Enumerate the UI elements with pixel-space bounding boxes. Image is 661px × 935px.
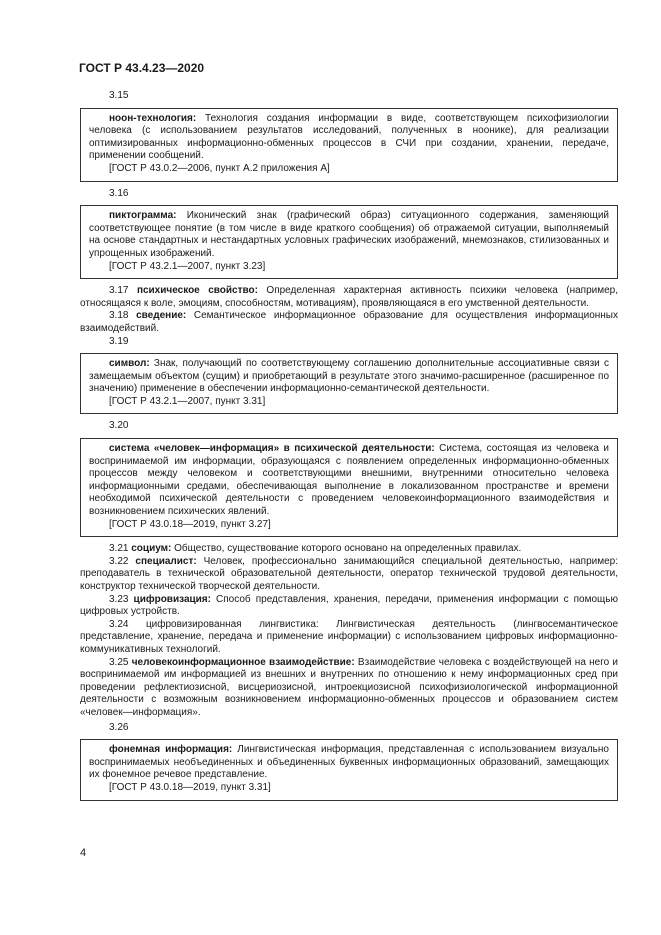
source-reference: [ГОСТ Р 43.0.18—2019, пункт 3.31] [109,781,271,793]
term: специалист: [135,555,197,567]
entry-number: 3.25 [109,656,129,668]
entry-number: 3.24 [109,618,129,630]
definition-text: Иконический знак (графический образ) ситуационного содержания, заменяющий соответствующее понятие (в том числе в виде краткого сообщения) об отражаемой ситуации, выполняемый на основе стандартных и нестандартных условных графических изображений, мнемознаков, стилизованных и упрощенных изображений. [89,210,609,259]
definition-text: цифровизированная лингвистика: Лингвистическая деятельность (лингвосемантическое представление, хранение, передача и применение информации) с использованием цифровых информационно-коммуникативных технологий. [80,618,619,655]
definition-paragraph [80,657,618,720]
boxed-definition [80,108,618,182]
boxed-definition [80,438,618,537]
entry-number: 3.15 [109,90,129,101]
term: символ: [109,358,150,370]
definition-text: Общество, существование которого основано на определенных правилах. [171,543,522,555]
term: пиктограмма: [109,210,177,222]
source-reference: [ГОСТ Р 43.2.1—2007, пункт 3.23] [109,260,266,272]
boxed-definition [80,205,618,279]
definition-text: Знак, получающий по соответствующему соглашению дополнительные ассоциативные связи с замещаемым объектом (сущим) и приобретающий в результате этого значимо-расширенное (расширенное по значению) применение в обеспечении информационно-семантической деятельности. [89,358,609,395]
definition-text: Лингвистическая информация, представленная с использованием визуально воспринимаемых необъединенных и объединенных буквенных информационных образований, замещающих их фонемное речевое представление. [89,744,609,781]
definition-text: Определенная характерная активность психики человека (например, относящаяся к воле, эмоциям, способностям, мотивациям), проявляющаяся в его умственной деятельности. [80,285,619,309]
source-reference: [ГОСТ Р 43.0.2—2006, пункт А.2 приложения А] [109,162,330,174]
term: человекоинформационное взаимодействие: [131,656,355,668]
definition-text: Технология создания информации в виде, соответствующем психофизиологии человека (с использованием результатов исследований, полученных в ноонике), для реализации оптимизированных информационно-обменных процессов в СЧИ при создании, хранении, передаче, применении сообщений. [89,112,609,162]
boxed-definition [80,739,618,800]
term: ноон-технология: [109,112,197,124]
boxed-definition [80,353,618,414]
entry-number: 3.20 [109,420,129,432]
entry-number: 3.17 [109,285,129,297]
definition-text: Человек, профессионально занимающийся специальной деятельностью, например: преподаватель в технической образовательной деятельности, оператор технической трудовой деятельности, конструктор технической творческой деятельности. [80,555,618,592]
definition-paragraph [89,210,609,260]
terms-content [80,90,618,807]
definition-paragraph [80,556,618,594]
entry-number: 3.26 [109,721,129,733]
entry-number: 3.21 [109,543,129,555]
definition-paragraph [89,443,609,519]
document-header: ГОСТ Р 43.4.23—2020 [79,61,205,75]
definition-paragraph [80,285,618,310]
definition-text: Семантическое информационное образование для осуществления информационных взаимодействий. [80,310,618,334]
term: социум: [131,543,172,555]
term: цифровизация: [133,593,211,605]
definition-paragraph [80,619,618,657]
definition-paragraph [80,543,618,556]
entry-number: 3.23 [109,593,129,605]
entry-number: 3.18 [109,310,129,322]
source-reference: [ГОСТ Р 43.2.1—2007, пункт 3.31] [109,395,266,407]
definition-text: Система, состоящая из человека и воспринимаемой им информации, образующаяся с появлением определенных информационно-обменных процессов между человеком и соответствующими внешними, внутренними относительно человека информационными средами, обеспечивающая выполнение в локализованном пространстве и времени необходимой психической деятельности с проведением человекоинформационного взаимодействия и возникновением психических явлений. [89,443,609,518]
source-reference: [ГОСТ Р 43.0.18—2019, пункт 3.27] [109,518,271,530]
page-number: 4 [80,847,87,859]
definition-text: Способ представления, хранения, передачи, применения информации с помощью цифровых устройств. [80,593,618,618]
definition-text: Взаимодействие человека с воздействующей на него и воспринимаемой им информацией из внешних и внутренних по отношению к нему информационных сред при проведении рефлектиозисной, висцериозисной, интроекциозисной психофизиологической информационной деятельности с возможным возникновением информационно-обменных процессов и образованием систем «человек—информация». [80,656,618,718]
term: психическое свойство: [136,285,258,297]
definition-paragraph [89,744,609,782]
term: система «человек—информация» в психической деятельности: [109,443,435,455]
definition-paragraph [80,310,618,335]
entry-number: 3.16 [109,187,129,199]
term: сведение: [136,310,187,322]
term: фонемная информация: [109,744,233,756]
definition-paragraph [89,358,609,396]
entry-number: 3.19 [109,335,129,347]
entry-number: 3.22 [109,555,129,567]
definition-paragraph [80,594,618,619]
definition-paragraph [89,113,609,163]
